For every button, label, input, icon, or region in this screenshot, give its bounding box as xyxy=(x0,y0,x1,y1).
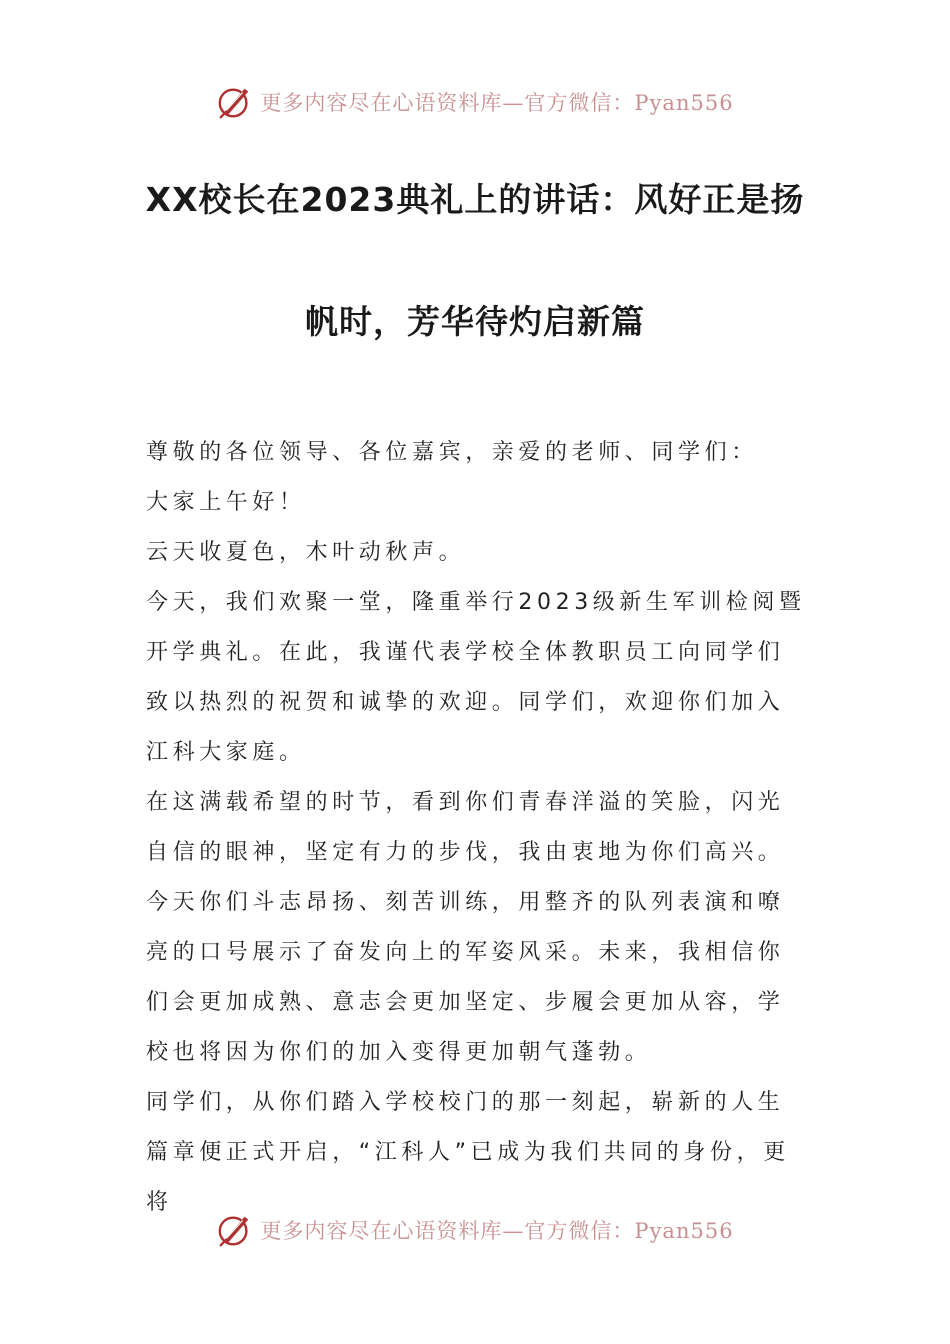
page-title-line-2: 帆时，芳华待灼启新篇 xyxy=(305,302,645,341)
paragraph-greeting: 大家上午好！ xyxy=(146,490,306,515)
footer-watermark-banner xyxy=(0,1208,950,1252)
quill-logo-icon xyxy=(216,1211,254,1249)
paragraph-encouragement: 在这满载希望的时节，看到你们青春洋溢的笑脸，闪光自信的眼神，坚定有力的步伐，我由衷地为你们高兴。今天你们斗志昂扬、刻苦训练，用整齐的队列表演和嘹亮的口号展示了奋发向上的军姿风采。未来，我相信你们会更加成熟、意志会更加坚定、步履会更加从容，学校也将因为你们的加入变得更加朝气蓬勃。 xyxy=(146,790,785,1065)
paragraph-salutation: 尊敬的各位领导、各位嘉宾，亲爱的老师、同学们： xyxy=(146,440,758,465)
banner-text: 更多内容尽在心语资料库—官方微信：Pyan556 xyxy=(260,91,734,115)
speech-body xyxy=(146,428,808,1228)
header-watermark-banner xyxy=(0,80,950,124)
paragraph-verse: 云天收夏色，木叶动秋声。 xyxy=(146,540,466,565)
page-title-line-1: XX校长在2023典礼上的讲话：风好正是扬 xyxy=(145,180,805,219)
quill-logo-icon xyxy=(216,83,254,121)
paragraph-welcome: 今天，我们欢聚一堂，隆重举行2023级新生军训检阅暨开学典礼。在此，我谨代表学校全体教职员工向同学们致以热烈的祝贺和诚挚的欢迎。同学们，欢迎你们加入江科大家庭。 xyxy=(146,590,806,765)
paragraph-identity: 同学们，从你们踏入学校校门的那一刻起，崭新的人生篇章便正式开启，“江科人”已成为我们共同的身份，更将 xyxy=(146,1090,790,1215)
banner-text: 更多内容尽在心语资料库—官方微信：Pyan556 xyxy=(260,1219,734,1243)
